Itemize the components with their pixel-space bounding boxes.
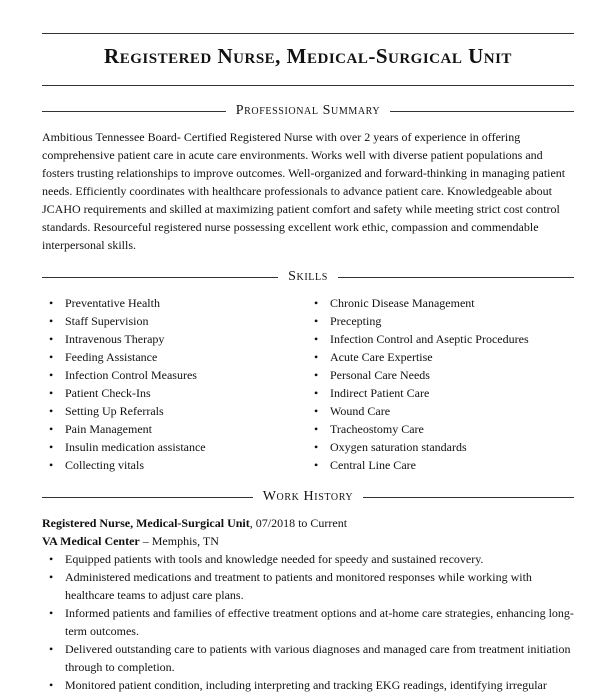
skills-column-left bbox=[42, 294, 307, 474]
skill-item: • Tracheostomy Care bbox=[307, 420, 529, 438]
skill-item: • Oxygen saturation standards bbox=[307, 438, 529, 456]
divider-line bbox=[42, 111, 226, 112]
skill-item: • Pain Management bbox=[42, 420, 307, 438]
section-title-summary: Professional Summary bbox=[235, 103, 381, 118]
skill-item: • Staff Supervision bbox=[42, 312, 307, 330]
resume-name: Registered Nurse, Medical-Surgical Unit bbox=[104, 44, 512, 68]
header-rule bbox=[42, 85, 574, 86]
skill-item: • Infection Control and Aseptic Procedures bbox=[307, 330, 529, 348]
divider-line bbox=[338, 277, 574, 278]
divider-line bbox=[363, 497, 574, 498]
job-bullet: • Equipped patients with tools and knowledge needed for speedy and sustained recovery. bbox=[42, 550, 576, 568]
job-dates: , 07/2018 to Current bbox=[249, 516, 348, 530]
skill-item: • Setting Up Referrals bbox=[42, 402, 307, 420]
job-employer-line bbox=[42, 532, 576, 550]
summary-text: Ambitious Tennessee Board- Certified Registered Nurse with over 2 years of experience in offering comprehensive patient care in acute care environments. Works well with diverse patient populations and fosters trusting relationships to improve outcomes. Well-organized and forward-thinking in managing patient needs. Efficiently coordinates with healthcare professionals to advance patient care. Knowledgeable about JCAHO requirements and skilled at maximizing patient comfort and safety while meeting strict cost control standards. Resourceful registered nurse possessing excellent work ethic, compassion and commendable interpersonal skills. bbox=[42, 130, 566, 252]
job-bullets bbox=[42, 550, 576, 694]
skill-item: • Wound Care bbox=[307, 402, 529, 420]
skill-item: • Collecting vitals bbox=[42, 456, 307, 474]
job-bullet: • Informed patients and families of effective treatment options and at-home care strategies, enhancing long-term outcomes. bbox=[42, 604, 576, 640]
section-header-skills bbox=[42, 268, 574, 286]
skill-item: • Insulin medication assistance bbox=[42, 438, 307, 456]
section-title-skills: Skills bbox=[288, 269, 328, 284]
skill-item: • Preventative Health bbox=[42, 294, 307, 312]
skill-item: • Precepting bbox=[307, 312, 529, 330]
skill-item: • Indirect Patient Care bbox=[307, 384, 529, 402]
skill-item: • Patient Check-Ins bbox=[42, 384, 307, 402]
job-employer: VA Medical Center bbox=[42, 534, 140, 548]
section-header-summary bbox=[42, 102, 574, 120]
section-title-work: Work History bbox=[262, 489, 354, 504]
skills-column-right bbox=[307, 294, 529, 474]
job-title: Registered Nurse, Medical-Surgical Unit bbox=[42, 516, 250, 530]
skill-item: • Feeding Assistance bbox=[42, 348, 307, 366]
skill-item: • Personal Care Needs bbox=[307, 366, 529, 384]
skill-item: • Chronic Disease Management bbox=[307, 294, 529, 312]
divider-line bbox=[42, 497, 253, 498]
skill-item: • Central Line Care bbox=[307, 456, 529, 474]
job-bullet: • Delivered outstanding care to patients with various diagnoses and managed care from treatment initiation through to completion. bbox=[42, 640, 576, 676]
divider-line bbox=[42, 277, 278, 278]
job-bullet: • Administered medications and treatment to patients and monitored responses while working with healthcare teams to adjust care plans. bbox=[42, 568, 576, 604]
skills-list bbox=[42, 294, 576, 474]
section-header-work bbox=[42, 488, 574, 506]
skill-item: • Infection Control Measures bbox=[42, 366, 307, 384]
job-bullet: • Monitored patient condition, including interpreting and tracking EKG readings, identifying irregular bbox=[42, 676, 576, 694]
divider-line bbox=[390, 111, 574, 112]
job-heading bbox=[42, 514, 576, 532]
skill-item: • Intravenous Therapy bbox=[42, 330, 307, 348]
job-location: – Memphis, TN bbox=[139, 534, 219, 548]
job-entry bbox=[42, 514, 576, 694]
top-rule bbox=[42, 33, 574, 34]
skill-item: • Acute Care Expertise bbox=[307, 348, 529, 366]
